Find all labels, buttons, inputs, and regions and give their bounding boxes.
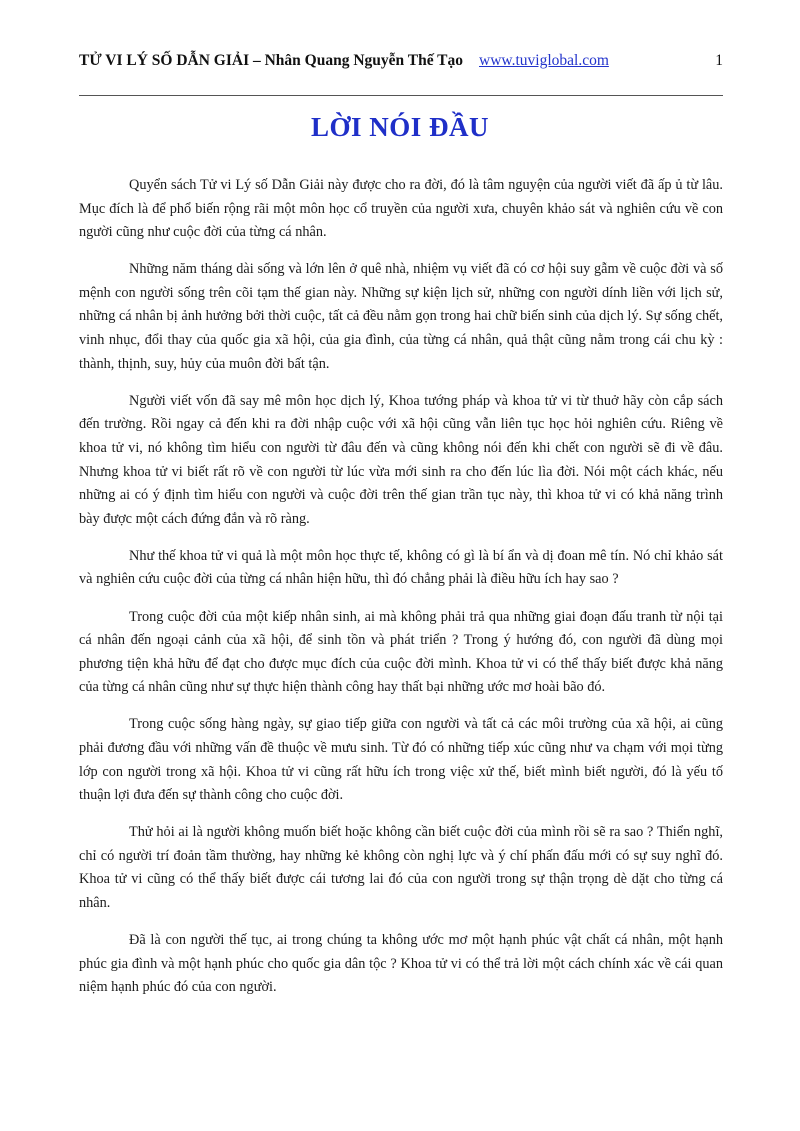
chapter-title: LỜI NÓI ĐẦU xyxy=(310,112,490,142)
paragraph: Quyển sách Tử vi Lý số Dẫn Giải này được cho ra đời, đó là tâm nguyện của người viết đã ấp ủ từ lâu. Mục đích là để phổ biến rộng rãi một môn học cổ truyền của người xưa, chuyên khảo sát và nghiên cứu về con người cũng như cuộc đời của từng cá nhân. xyxy=(79,177,723,241)
running-header xyxy=(79,52,723,82)
header-book-title: TỬ VI LÝ SỐ DẪN GIẢI – Nhân Quang Nguyễn Thế Tạo xyxy=(79,52,464,69)
paragraph: Trong cuộc đời của một kiếp nhân sinh, ai mà không phải trả qua những giai đoạn đấu tranh từ nội tại cá nhân đến ngoại cảnh của xã hội, để sinh tồn và phát triển ? Trong ý hướng đó, con người đã dùng mọi phương tiện khả hữu để đạt cho được mục đích của cuộc đời mình. Khoa tử vi có thể thấy biết được khả năng của từng cá nhân cũng như sự thực hiện thành công hay thất bại những ước mơ hoài bão đó. xyxy=(79,608,723,696)
header-page-number: 1 xyxy=(715,52,723,69)
header-website-link[interactable]: www.tuviglobal.com xyxy=(479,52,609,69)
paragraph: Những năm tháng dài sống và lớn lên ở quê nhà, nhiệm vụ viết đã có cơ hội suy gẫm về cuộc đời và số mệnh con người sống trên cõi tạm thế gian này. Những sự kiện lịch sử, những con người dính liền với lịch sử, những cá nhân bị ảnh hưởng bởi thời cuộc, tất cả đều nằm gọn trong hai chữ biến sinh của dịch lý. Sự sống chết, vinh nhục, đổi thay của quốc gia xã hội, của gia đình, của từng cá nhân, quả thật cũng nằm trong cái chu kỳ : thành, thịnh, suy, hủy của muôn đời bất tận. xyxy=(79,261,723,372)
header-divider xyxy=(79,95,723,96)
paragraph: Trong cuộc sống hàng ngày, sự giao tiếp giữa con người và tất cả các môi trường của xã hội, ai cũng phải đương đầu với những vấn đề thuộc về mưu sinh. Từ đó có những tiếp xúc cũng như va chạm với mọi từng lớp con người trong xã hội. Khoa tử vi cũng rất hữu ích trong việc xử thế, biết mình biết người, đó là yếu tố thuận lợi đưa đến sự thành công cho cuộc đời. xyxy=(79,716,723,804)
paragraph: Như thế khoa tử vi quả là một môn học thực tế, không có gì là bí ẩn và dị đoan mê tín. Nó chỉ khảo sát và nghiên cứu cuộc đời của từng cá nhân hiện hữu, thì đó chẳng phải là điều hữu ích hay sao ? xyxy=(79,547,723,588)
paragraph: Người viết vốn đã say mê môn học dịch lý, Khoa tướng pháp và khoa tử vi từ thuở hãy còn cắp sách đến trường. Rồi ngay cả đến khi ra đời nhập cuộc với xã hội cũng vẫn liên tục học hỏi nghiên cứu. Riêng về khoa tử vi, nó không tìm hiểu con người từ đâu đến và cũng không nói đến khi chết con người sẽ đi về đâu. Nhưng khoa tử vi biết rất rõ về con người từ lúc vừa mới sinh ra cho đến lúc lìa đời. Nói một cách khác, nếu những ai có ý định tìm hiểu con người và cuộc đời trên thế gian trần tục này, thì khoa tử vi có khả năng trình bày được một cách đứng đắn và rõ ràng. xyxy=(79,392,723,527)
paragraph: Thử hỏi ai là người không muốn biết hoặc không cần biết cuộc đời của mình rồi sẽ ra sao ? Thiển nghĩ, chỉ có người trí đoản tầm thường, hay những kẻ không còn nghị lực và ý chí phấn đấu mới có sự suy nghĩ đó. Khoa tử vi cũng có thể thấy biết được cái tương lai đó của con người trong sự thận trọng dè dặt cho từng cá nhân. xyxy=(79,824,723,912)
paragraph: Đã là con người thế tục, ai trong chúng ta không ước mơ một hạnh phúc vật chất cá nhân, một hạnh phúc gia đình và một hạnh phúc cho quốc gia dân tộc ? Khoa tử vi có thể trả lời một cách chính xác về cái quan niệm hạnh phúc đó của con người. xyxy=(79,932,723,996)
body-text xyxy=(79,174,723,1013)
